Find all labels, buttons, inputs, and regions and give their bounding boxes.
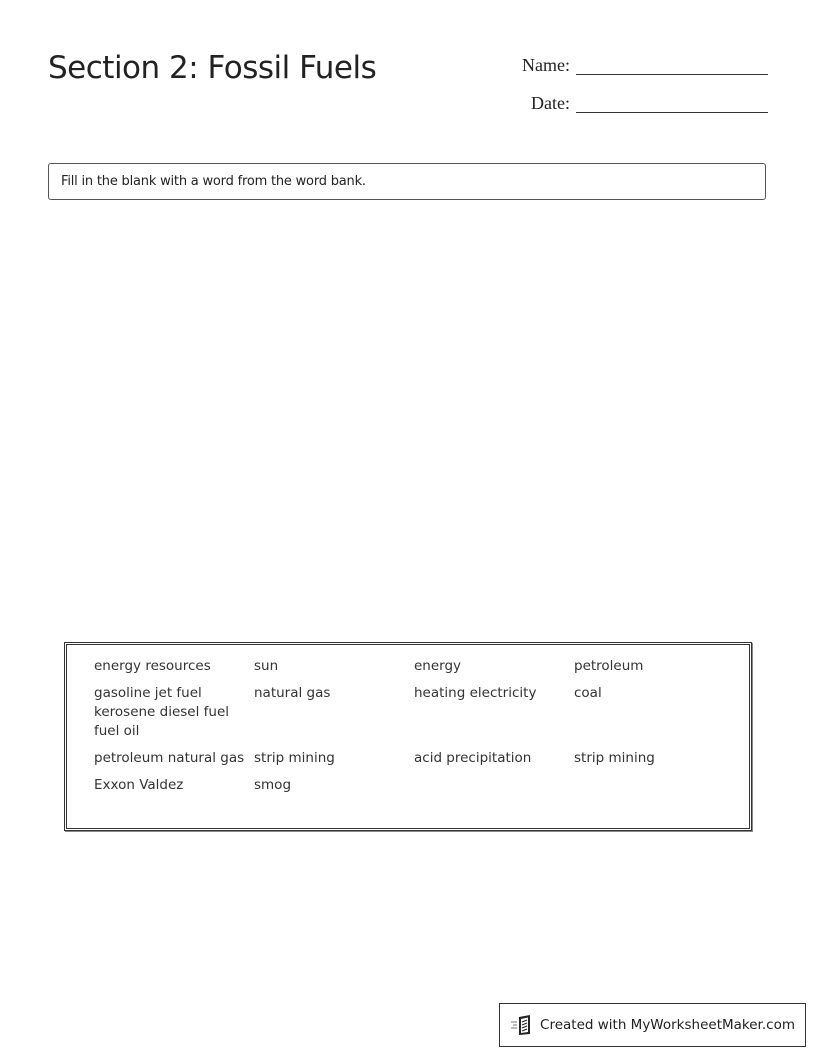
word-bank-item: smog xyxy=(254,777,292,793)
name-label: Name: xyxy=(522,55,570,75)
word-bank-item xyxy=(574,776,734,795)
word-bank-item: sun xyxy=(254,658,279,674)
word-bank-item: acid precipitation xyxy=(414,750,532,766)
date-label: Date: xyxy=(531,93,570,113)
worksheet-logo-icon xyxy=(510,1014,534,1036)
word-bank-grid xyxy=(94,657,734,795)
word-bank-item: petroleum natural gas xyxy=(94,750,245,766)
word-bank-item: energy xyxy=(414,658,462,674)
word-bank-item: energy resources xyxy=(94,658,211,674)
footer-credit[interactable] xyxy=(499,1003,806,1047)
word-bank-item: heating electricity xyxy=(414,685,537,701)
word-bank xyxy=(64,642,752,831)
word-bank-item: petroleum xyxy=(574,658,644,674)
word-bank-item: strip mining xyxy=(574,750,655,766)
name-blank-line[interactable] xyxy=(576,54,768,75)
word-bank-item: natural gas xyxy=(254,685,331,701)
word-bank-item: Exxon Valdez xyxy=(94,777,184,793)
page-title: Section 2: Fossil Fuels xyxy=(48,50,377,86)
footer-credit-text: Created with MyWorksheetMaker.com xyxy=(540,1017,795,1033)
word-bank-item: gasoline jet fuel kerosene diesel fuel fuel oil xyxy=(94,685,230,739)
word-bank-item xyxy=(414,776,574,795)
word-bank-item: coal xyxy=(574,685,602,701)
word-bank-item: strip mining xyxy=(254,750,335,766)
instructions-box xyxy=(48,163,766,200)
instructions-text: Fill in the blank with a word from the word bank. xyxy=(61,174,366,189)
date-field xyxy=(510,92,768,113)
date-blank-line[interactable] xyxy=(576,92,768,113)
name-field xyxy=(510,54,768,75)
